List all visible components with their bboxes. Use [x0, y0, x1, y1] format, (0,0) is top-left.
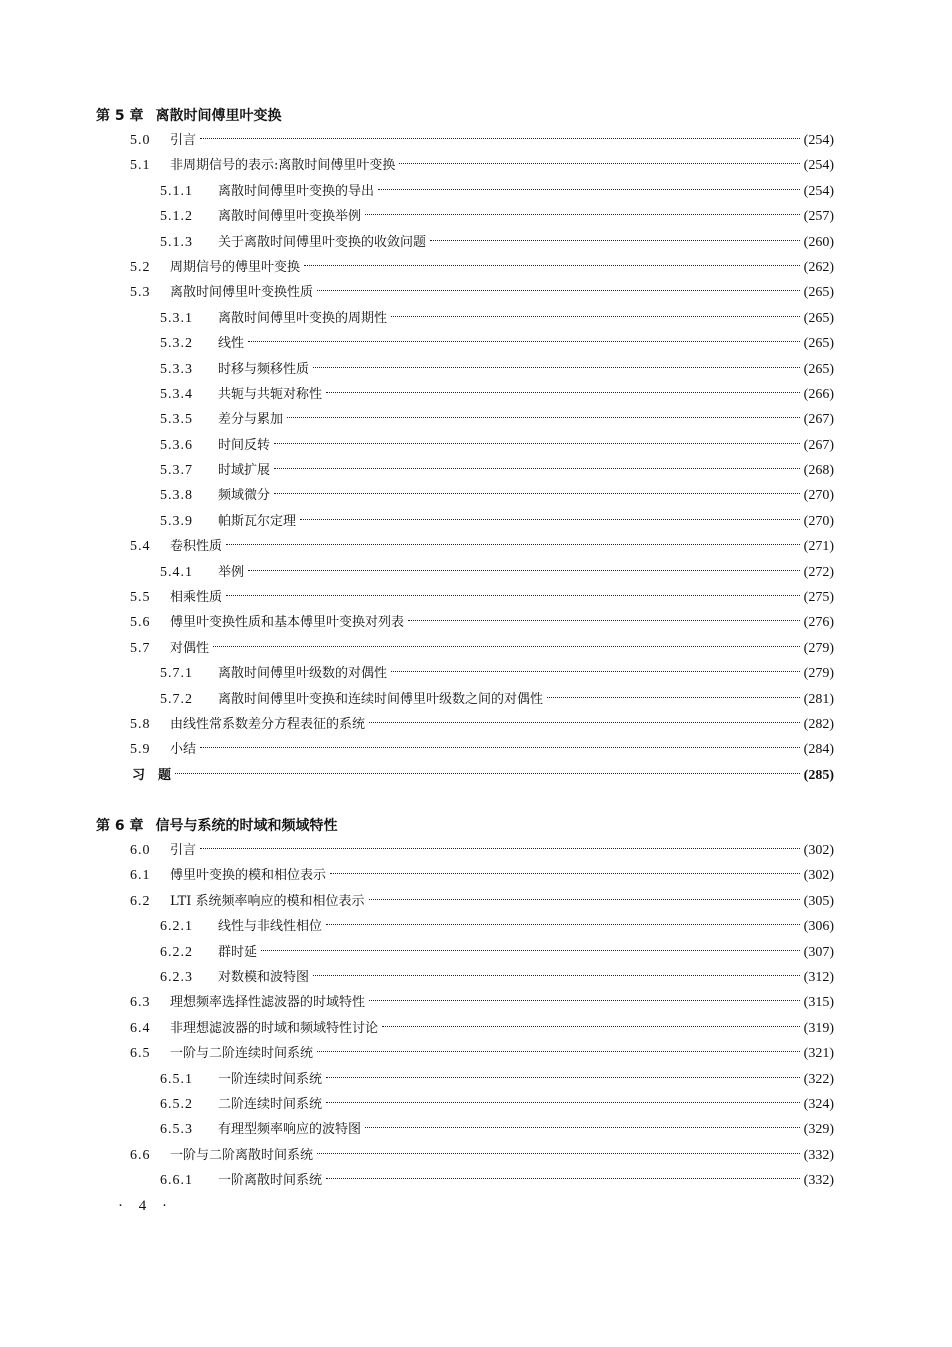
section-title: 共轭与共轭对称性	[218, 386, 323, 402]
page-reference: (306)	[803, 919, 834, 935]
section-title: 离散时间傅里叶级数的对偶性	[218, 666, 388, 682]
section-title: 帕斯瓦尔定理	[218, 513, 297, 529]
section-number: 6.3	[130, 995, 151, 1011]
dot-leader	[430, 240, 800, 241]
page-reference: (265)	[803, 361, 834, 377]
dot-leader	[408, 620, 800, 621]
section-title: 线性与非线性相位	[218, 919, 323, 935]
page-reference: (262)	[803, 259, 834, 275]
section-title: 离散时间傅里叶变换和连续时间傅里叶级数之间的对偶性	[218, 691, 544, 707]
toc-section-entry[interactable]	[96, 280, 834, 305]
section-number: 6.2.2	[160, 944, 193, 960]
page-reference: (254)	[803, 183, 834, 199]
chapter-number: 第 5 章	[96, 108, 144, 124]
section-number: 5.1.2	[160, 209, 193, 225]
section-title: 举例	[218, 564, 245, 580]
dot-leader	[369, 722, 800, 723]
page-reference: (332)	[803, 1173, 834, 1189]
toc-section-entry[interactable]	[96, 128, 834, 153]
dot-leader	[200, 747, 800, 748]
section-number: 5.6	[130, 615, 151, 631]
toc-section-entry[interactable]	[96, 534, 834, 559]
page-reference: (257)	[803, 209, 834, 225]
section-number: 6.4	[130, 1020, 151, 1036]
chapter-title-text: 离散时间傅里叶变换	[155, 108, 282, 124]
toc-subsection-entry[interactable]	[96, 331, 834, 356]
page-reference: (260)	[803, 234, 834, 250]
toc-subsection-entry[interactable]	[96, 433, 834, 458]
section-title: 非周期信号的表示:离散时间傅里叶变换	[170, 158, 396, 174]
dot-leader	[226, 595, 800, 596]
chapter-heading	[96, 104, 834, 128]
dot-leader	[200, 138, 800, 139]
dot-leader	[304, 265, 800, 266]
section-title: 二阶连续时间系统	[218, 1096, 323, 1112]
dot-leader	[248, 341, 800, 342]
section-number: 5.3.9	[160, 513, 193, 529]
toc-subsection-entry[interactable]	[96, 661, 834, 686]
toc-subsection-entry[interactable]	[96, 509, 834, 534]
section-number: 5.3.8	[160, 488, 193, 504]
section-title: 群时延	[218, 944, 258, 960]
dot-leader	[300, 519, 800, 520]
page-reference: (279)	[803, 666, 834, 682]
page-reference: (268)	[803, 463, 834, 479]
page-reference: (329)	[803, 1122, 834, 1138]
section-number: 6.6.1	[160, 1173, 193, 1189]
section-title: 一阶连续时间系统	[218, 1071, 323, 1087]
section-title: 由线性常系数差分方程表征的系统	[170, 716, 366, 732]
section-number: 5.3.4	[160, 386, 193, 402]
page-reference: (279)	[803, 640, 834, 656]
page-reference: (282)	[803, 716, 834, 732]
section-title: 对数模和波特图	[218, 969, 310, 985]
chapter-title-text: 信号与系统的时域和频域特性	[155, 818, 338, 834]
section-title: 引言	[170, 843, 197, 858]
page-reference: (270)	[803, 488, 834, 504]
section-number: 5.3.5	[160, 412, 193, 428]
section-title: 差分与累加	[218, 412, 284, 428]
section-number: 5.3.6	[160, 437, 193, 453]
section-title: 一阶与二阶连续时间系统	[170, 1046, 314, 1062]
dot-leader	[365, 214, 800, 215]
section-title: 有理型频率响应的波特图	[218, 1122, 362, 1138]
section-number: 5.1	[130, 158, 151, 174]
section-title: 一阶与二阶离散时间系统	[170, 1147, 314, 1163]
page-reference: (324)	[803, 1096, 834, 1112]
section-title: 时间反转	[218, 437, 271, 453]
section-number: 5.7.1	[160, 666, 193, 682]
section-number: 5.3.3	[160, 361, 193, 377]
section-number: 5.3	[130, 285, 151, 301]
toc-section-entry[interactable]	[96, 636, 834, 661]
section-number: 6.6	[130, 1147, 151, 1163]
dot-leader	[226, 544, 800, 545]
section-title: 时域扩展	[218, 463, 271, 479]
dot-leader	[274, 468, 800, 469]
dot-leader	[317, 1051, 800, 1052]
section-number: 5.9	[130, 742, 151, 758]
section-title: 傅里叶变换性质和基本傅里叶变换对列表	[170, 615, 405, 631]
section-number: 5.2	[130, 259, 151, 275]
dot-leader	[399, 163, 799, 164]
toc-subsection-entry[interactable]	[96, 204, 834, 229]
section-number: 5.0	[130, 133, 151, 148]
dot-leader	[261, 950, 800, 951]
section-number: 6.5	[130, 1046, 151, 1062]
toc-subsection-entry[interactable]	[96, 230, 834, 255]
page-reference: (265)	[803, 336, 834, 352]
toc-subsection-entry[interactable]	[96, 179, 834, 204]
toc-subsection-entry[interactable]	[96, 940, 834, 965]
toc-subsection-entry[interactable]	[96, 914, 834, 939]
dot-leader	[274, 493, 800, 494]
toc-exercises-entry[interactable]	[96, 763, 834, 788]
page-reference: (315)	[803, 995, 834, 1011]
section-title: 小结	[170, 742, 197, 758]
page-reference: (254)	[803, 158, 834, 174]
page-reference: (284)	[803, 742, 834, 758]
toc-section-entry[interactable]	[96, 737, 834, 762]
page-reference: (266)	[803, 386, 834, 402]
dot-leader	[213, 646, 800, 647]
section-title: 线性	[218, 336, 245, 352]
toc-subsection-entry[interactable]	[96, 1067, 834, 1092]
toc-section-entry[interactable]	[96, 1016, 834, 1041]
section-number: 6.2.3	[160, 969, 193, 985]
section-title: LTI 系统频率响应的模和相位表示	[170, 893, 365, 909]
dot-leader	[326, 1102, 800, 1103]
page-reference: (270)	[803, 513, 834, 529]
section-number: 5.3.2	[160, 336, 193, 352]
section-number: 5.4	[130, 539, 151, 555]
toc-subsection-entry[interactable]	[96, 357, 834, 382]
toc-subsection-entry[interactable]	[96, 306, 834, 331]
dot-leader	[313, 975, 800, 976]
chapter-number: 第 6 章	[96, 818, 144, 834]
toc-subsection-entry[interactable]	[96, 1092, 834, 1117]
dot-leader	[391, 671, 800, 672]
toc-section-entry[interactable]	[96, 610, 834, 635]
chapter-5-section	[96, 104, 834, 788]
section-title: 卷积性质	[170, 539, 223, 555]
page-reference: (302)	[803, 868, 834, 884]
page-reference: (332)	[803, 1147, 834, 1163]
section-number: 5.8	[130, 716, 151, 732]
page-reference: (281)	[803, 691, 834, 707]
page-reference: (312)	[803, 969, 834, 985]
dot-leader	[326, 392, 800, 393]
dot-leader	[317, 1153, 800, 1154]
section-title: 一阶离散时间系统	[218, 1173, 323, 1189]
dot-leader	[369, 1000, 800, 1001]
dot-leader	[382, 1026, 800, 1027]
section-title: 相乘性质	[170, 590, 223, 606]
toc-section-entry[interactable]	[96, 1143, 834, 1168]
chapter-heading	[96, 814, 834, 838]
page-reference: (267)	[803, 412, 834, 428]
section-title: 非理想滤波器的时域和频域特性讨论	[170, 1020, 379, 1036]
toc-section-entry[interactable]	[96, 838, 834, 863]
toc-section-entry[interactable]	[96, 1041, 834, 1066]
section-title: 时移与频移性质	[218, 361, 310, 377]
dot-leader	[175, 773, 800, 774]
toc-section-entry[interactable]	[96, 889, 834, 914]
dot-leader	[200, 848, 800, 849]
dot-leader	[326, 1178, 800, 1179]
dot-leader	[287, 417, 800, 418]
section-title: 关于离散时间傅里叶变换的收敛问题	[218, 234, 427, 250]
toc-subsection-entry[interactable]	[96, 1168, 834, 1193]
section-number: 6.5.3	[160, 1122, 193, 1138]
section-number: 5.3.1	[160, 310, 193, 326]
page-reference: (319)	[803, 1020, 834, 1036]
dot-leader	[313, 367, 800, 368]
section-number: 5.7	[130, 640, 151, 656]
page-reference: (275)	[803, 590, 834, 606]
toc-subsection-entry[interactable]	[96, 407, 834, 432]
section-title: 引言	[170, 133, 197, 148]
dot-leader	[326, 1077, 800, 1078]
section-number: 5.1.3	[160, 234, 193, 250]
dot-leader	[330, 873, 800, 874]
toc-subsection-entry[interactable]	[96, 483, 834, 508]
section-number: 6.2	[130, 893, 151, 909]
toc-subsection-entry[interactable]	[96, 458, 834, 483]
page-reference: (276)	[803, 615, 834, 631]
dot-leader	[369, 899, 800, 900]
section-number: 5.3.7	[160, 463, 193, 479]
toc-section-entry[interactable]	[96, 255, 834, 280]
page-reference: (271)	[803, 539, 834, 555]
section-title: 离散时间傅里叶变换的导出	[218, 183, 375, 199]
page-reference: (307)	[803, 944, 834, 960]
section-number: 6.5.1	[160, 1071, 193, 1087]
section-title: 傅里叶变换的模和相位表示	[170, 868, 327, 884]
page-number: · 4 ·	[118, 1198, 173, 1214]
page-reference: (267)	[803, 437, 834, 453]
section-number: 6.0	[130, 843, 151, 858]
page-reference: (302)	[803, 843, 834, 858]
section-number: 5.5	[130, 590, 151, 606]
dot-leader	[274, 443, 800, 444]
page-reference: (305)	[803, 893, 834, 909]
toc-section-entry[interactable]	[96, 863, 834, 888]
section-title: 离散时间傅里叶变换性质	[170, 285, 314, 301]
dot-leader	[317, 290, 800, 291]
page-reference: (321)	[803, 1046, 834, 1062]
toc-section-entry[interactable]	[96, 712, 834, 737]
section-number: 5.7.2	[160, 691, 193, 707]
page-reference: (272)	[803, 564, 834, 580]
dot-leader	[326, 924, 800, 925]
dot-leader	[391, 316, 800, 317]
page-reference: (254)	[803, 133, 834, 148]
section-title: 周期信号的傅里叶变换	[170, 259, 301, 275]
toc-subsection-entry[interactable]	[96, 560, 834, 585]
page-reference: (265)	[803, 285, 834, 301]
toc-section-entry[interactable]	[96, 990, 834, 1015]
page-reference: (285)	[803, 767, 834, 783]
section-title: 理想频率选择性滤波器的时域特性	[170, 995, 366, 1011]
toc-subsection-entry[interactable]	[96, 687, 834, 712]
toc-subsection-entry[interactable]	[96, 1117, 834, 1142]
section-number: 5.1.1	[160, 183, 193, 199]
section-title: 离散时间傅里叶变换的周期性	[218, 310, 388, 326]
toc-section-entry[interactable]	[96, 153, 834, 178]
section-title: 频域微分	[218, 488, 271, 504]
toc-section-entry[interactable]	[96, 585, 834, 610]
dot-leader	[248, 570, 800, 571]
toc-subsection-entry[interactable]	[96, 965, 834, 990]
page-reference: (265)	[803, 310, 834, 326]
section-number: 6.5.2	[160, 1096, 193, 1112]
section-title: 习 题	[132, 767, 172, 783]
section-number: 6.2.1	[160, 919, 193, 935]
section-number: 6.1	[130, 868, 151, 884]
page-reference: (322)	[803, 1071, 834, 1087]
section-title: 对偶性	[170, 640, 210, 656]
section-title: 离散时间傅里叶变换举例	[218, 209, 362, 225]
section-number: 5.4.1	[160, 564, 193, 580]
dot-leader	[547, 697, 800, 698]
chapter-6-section	[96, 814, 834, 1193]
dot-leader	[365, 1127, 800, 1128]
dot-leader	[378, 189, 800, 190]
toc-subsection-entry[interactable]	[96, 382, 834, 407]
